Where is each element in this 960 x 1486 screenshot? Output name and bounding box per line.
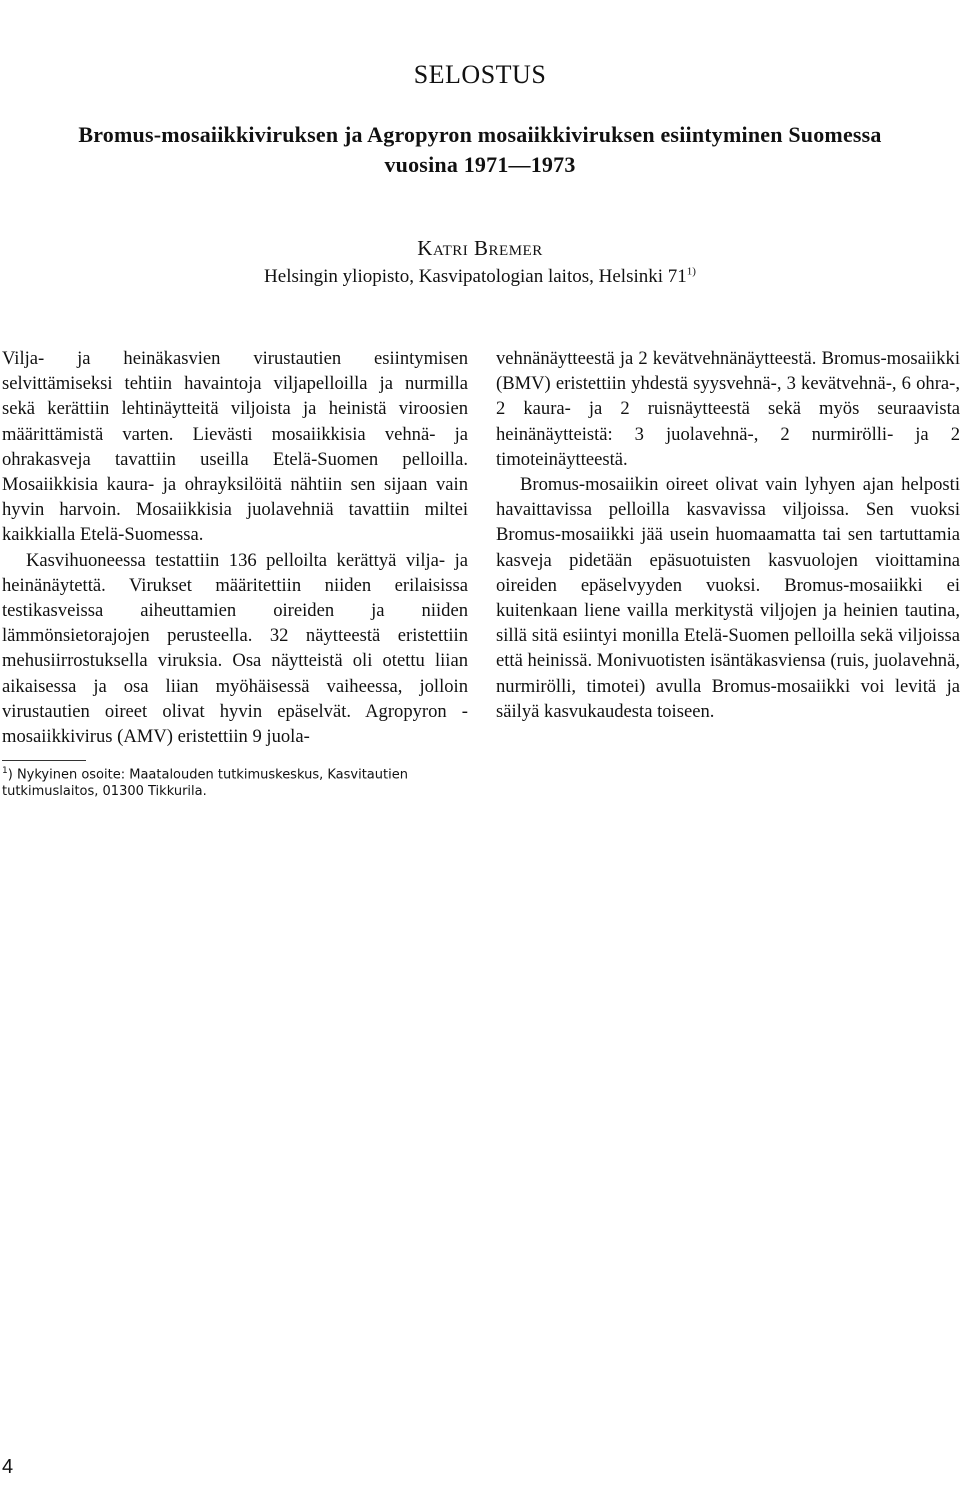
article-title-line-2: vuosina 1971—1973 [384,152,576,177]
author-name: Katri Bremer [417,236,543,260]
article-title [4,120,956,180]
page-number: 4 [2,1456,14,1478]
affiliation-footnote-mark: 1) [686,265,696,278]
article-title-line-1: Bromus-mosaiikkiviruksen ja Agropyron mosaiikkiviruksen esiintyminen Suomessa [78,122,882,147]
footnote-mark: 1 [2,766,8,776]
author-affiliation [0,266,960,288]
footnote-divider [2,760,86,761]
affiliation-text: Helsingin yliopisto, Kasvipatologian laitos, Helsinki 71 [264,266,687,287]
left-column [2,346,468,749]
body-paragraph: Bromus-mosaiikin oireet olivat vain lyhyen ajan helposti havaittavissa pelloilla kasvavissa viljoissa. Sen vuoksi Bromus-mosaiikki jää usein huomaamatta tai sen tartuttamia kasveja pidetään epäsuotuisten kasvuolojen vioittamina oireiden epäselvyyden vuoksi. Bromus-mosaiikki ei kuitenkaan liene vailla merkitystä viljojen ja heinien tautina, sillä sitä esiintyi monilla Etelä-Suomen pelloilla sekä viljoissa että heinissä. Monivuotisten isäntäkasviensa (ruis, juolavehnä, nurmirölli, timotei) avulla Bromus-mosaiikki voi levitä ja säilyä kasvukaudesta toiseen. [496,474,960,722]
footnote [2,763,470,800]
body-paragraph: Vilja- ja heinäkasvien virustautien esiintymisen selvittämiseksi tehtiin havaintoja viljapelloilla ja nurmilla sekä kerättiin lehtinäytteitä viljoista ja heinistä viroosien määrittämistä varten. Lievästi mosaiikkisia vehnä- ja ohrakasveja tavattiin useilla Etelä-Suomen pelloilla. Mosaiikkisia kaura- ja ohrayksilöitä nähtiin sen sijaan vain hyvin harvoin. Mosaiikkisia juolavehniä tavattiin miltei kaikkialla Etelä-Suomessa. [2,348,468,546]
section-heading: SELOSTUS [413,60,547,89]
right-column [496,346,960,724]
body-paragraph: vehnänäytteestä ja 2 kevätvehnänäytteestä. Bromus-mosaiikki (BMV) eristettiin yhdestä syysvehnä-, 3 kevätvehnä-, 6 ohra-, 2 kaura- ja 2 ruisnäytteestä sekä myös seuraavista heinänäytteistä: 3 juolavehnä-, 2 nurmirölli- ja 2 timoteinäytteestä. [496,348,960,470]
footnote-text: ) Nykyinen osoite: Maatalouden tutkimuskeskus, Kasvitautien tutkimuslaitos, 01300 Tikkurila. [2,767,408,800]
body-paragraph: Kasvihuoneessa testattiin 136 pelloilta kerättyä vilja- ja heinänäytettä. Virukset määritettiin niiden erilaisissa testikasveissa aiheuttamien oireiden ja niiden lämmönsietorajojen perusteella. 32 näytteestä eristettiin mehusiirrostuksella viruksia. Osa näytteistä oli otettu liian aikaisessa ja osa liian myöhäisessä vaiheessa, jolloin virustautien oireet olivat hyvin epäselvät. Agropyron -mosaiikkivirus (AMV) eristettiin 9 juola- [2,549,468,748]
